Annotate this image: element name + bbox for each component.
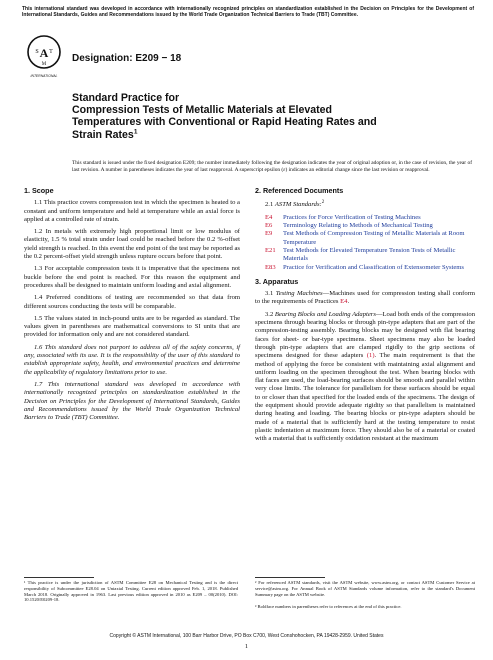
reference-title-link[interactable]: Practice for Verification and Classification of Extensometer Systems bbox=[283, 263, 464, 271]
reference-list bbox=[265, 214, 475, 272]
designation: Designation: E209 − 18 bbox=[72, 53, 182, 64]
tbt-notice: This international standard was developed in accordance with internationally recognized principles on standardization established in the Decision on Principles for the Development of International Standards, Guides and Recommendations issued by the World Trade Organization Technical Barriers to Trade (TBT) Committee. bbox=[22, 6, 474, 19]
para-text: —Load both ends of the compression specimens through bearing blocks or through pin-type adapters that are part of the compression-testing assembly. Bearing blocks may be designed with flat bearing faces for sheet- or bar-type specimens. Sheet specimens may also be loaded through pin-type adapters that are clamped rigidly to the grip sections of specimens designed for these adapters bbox=[255, 310, 476, 360]
copyright-footer: Copyright © ASTM International, 100 Barr Harbor Drive, PO Box C700, West Conshohocken, PA 19428-2959. United States bbox=[109, 633, 384, 639]
svg-text:M: M bbox=[41, 62, 47, 67]
scope-1-1: 1.1 This practice covers compression test in which the specimen is heated to a constant and uniform temperature and held at temperature while an axial force is applied at a controlled rate of strain. bbox=[24, 199, 240, 223]
reference-item[interactable] bbox=[265, 264, 475, 272]
svg-text:A: A bbox=[39, 46, 49, 60]
reference-link[interactable]: E4 bbox=[340, 298, 348, 306]
footnote-2: ² For referenced ASTM standards, visit the ASTM website, www.astm.org, or contact ASTM Customer Service at service@astm.org. For Annual Book of ASTM Standards volume information, refer to the standard's Document Summary page on the ASTM website. bbox=[255, 580, 475, 597]
footnote-3: ³ Boldface numbers in parentheses refer to references at the end of this practice. bbox=[255, 604, 402, 609]
apparatus-3-1 bbox=[255, 290, 475, 307]
title-footnote-mark: 1 bbox=[133, 128, 138, 136]
reference-item[interactable] bbox=[265, 214, 475, 222]
footnote-1: ¹ This practice is under the jurisdiction of ASTM Committee E28 on Mechanical Testing and is the direct responsibility of Subcommittee E28.04 on Uniaxial Testing. Current edition approved Feb. 1, 2018. Published March 2018. Originally approved in 1963. Last previous edition approved in 2010 as E209 – 00(2010). DOI: 10.1520/E0209-18. bbox=[24, 580, 238, 603]
scope-1-6: 1.6 This standard does not purport to address all of the safety concerns, if any, associated with its use. It is the responsibility of the user of this standard to establish appropriate safety, health, and environmental practices and determine the applicability of regulatory limitations prior to use. bbox=[24, 343, 240, 376]
footnote-rule-left bbox=[24, 577, 94, 578]
svg-text:INTERNATIONAL: INTERNATIONAL bbox=[30, 74, 58, 78]
reference-code[interactable]: E21 bbox=[265, 246, 276, 254]
right-column bbox=[255, 187, 475, 448]
scope-1-4: 1.4 Preferred conditions of testing are recommended so that data from different sources conducting the tests will be comparable. bbox=[24, 294, 240, 310]
title-line1: Standard Practice for bbox=[72, 92, 180, 104]
reference-code[interactable]: E4 bbox=[265, 213, 273, 221]
page-number: 1 bbox=[244, 643, 249, 650]
reference-item[interactable] bbox=[265, 247, 475, 264]
para-text: —Machines used for compression testing shall conform to the requirements of Practices bbox=[255, 290, 475, 306]
issued-note: This standard is issued under the fixed designation E209; the number immediately following the designation indicates the year of original adoption or, in the case of revision, the year of last revision. A number in parentheses indicates the year of last reapproval. A superscript epsilon (ε) indicates an editorial change since the last revision or reapproval. bbox=[72, 160, 472, 173]
para-title: Testing Machines bbox=[275, 290, 323, 298]
referenced-documents-heading: 2. Referenced Documents bbox=[255, 186, 344, 195]
para-text-end: . bbox=[347, 298, 350, 306]
reference-item[interactable] bbox=[265, 230, 475, 247]
left-column bbox=[24, 187, 240, 426]
scope-1-7: 1.7 This international standard was developed in accordance with internationally recognized principles on standardization established in the Decision on Principles for the Development of International Standards, Guides and Recommendations issued by the World Trade Organization Technical Barriers to Trade (TBT) Committee. bbox=[24, 380, 240, 422]
sub-footnote-mark: 2 bbox=[321, 200, 325, 206]
reference-title-link[interactable]: Terminology Relating to Methods of Mechanical Testing bbox=[283, 222, 433, 230]
scope-heading: 1. Scope bbox=[24, 186, 54, 195]
reference-code[interactable]: E6 bbox=[265, 222, 273, 230]
reference-item[interactable] bbox=[265, 222, 475, 230]
para-title: Bearing Blocks and Loading Adapters bbox=[274, 310, 376, 318]
sub-prefix: 2.1 bbox=[265, 201, 275, 209]
sub-label: ASTM Standards: bbox=[274, 201, 322, 209]
svg-text:S: S bbox=[35, 49, 39, 55]
apparatus-3-2 bbox=[255, 311, 475, 444]
reference-code[interactable]: E83 bbox=[265, 263, 276, 271]
para-text-continued: . The main requirement is that the method of applying the force be consistent with maintaining axial alignment and uniform loading on the specimen throughout the test. When bearing blocks with flat faces are used, the load-bearing surfaces should be smooth and parallel within very close limits. The tolerance for parallelism for these surfaces should be equal to or closer than that specified for the loaded ends of the specimens. The design of the equipment should provide adequate rigidity so that parallelism is maintained during heating and loading. The bearing blocks or pin-type adapters should be made of a material that is sufficiently hard at the testing temperature to resist plastic indentation at maximum force. They should also be of a material or coated with a material that is sufficiently oxidation resistant at the maximum bbox=[255, 352, 475, 443]
footnote-rule-right bbox=[255, 577, 325, 578]
scope-1-3: 1.3 For acceptable compression tests it is imperative that the specimens not buckle before the end point is reached. For this reason the equipment and procedures shall be designed to maintain uniform loading and axial alignment. bbox=[24, 265, 240, 289]
apparatus-heading: 3. Apparatus bbox=[255, 276, 299, 286]
scope-1-2: 1.2 In metals with extremely high proportional limit or low modulus of elasticity, 1.5 % total strain under load could be reached before the 0.2 %-offset yield strength is reached. In this event the end point of the test may be reported as the 0.2 percent-offset yield strength unless rupture occurs before that point. bbox=[24, 228, 240, 261]
title-main: Compression Tests of Metallic Materials at Elevated Temperatures with Conventional or Rapid Heating Rates and Strain Rates bbox=[72, 104, 377, 141]
document-title bbox=[72, 92, 402, 141]
bibliography-link[interactable]: (1) bbox=[366, 352, 375, 360]
reference-title-link[interactable]: Practices for Force Verification of Testing Machines bbox=[283, 213, 421, 221]
reference-title-link[interactable]: Test Methods of Compression Testing of Metallic Materials at Room Temperature bbox=[283, 230, 465, 246]
svg-text:T: T bbox=[49, 49, 53, 55]
reference-code[interactable]: E9 bbox=[265, 230, 273, 238]
scope-1-5: 1.5 The values stated in inch-pound units are to be regarded as standard. The values given in parentheses are mathematical conversions to SI units that are provided for information only and are not considered standard. bbox=[24, 314, 240, 339]
astm-standards-subheading bbox=[255, 199, 475, 209]
astm-logo bbox=[24, 34, 64, 80]
para-number: 3.1 bbox=[265, 290, 276, 298]
para-number: 3.2 bbox=[265, 310, 275, 318]
reference-title-link[interactable]: Test Methods for Elevated Temperature Tension Tests of Metallic Materials bbox=[283, 246, 456, 263]
